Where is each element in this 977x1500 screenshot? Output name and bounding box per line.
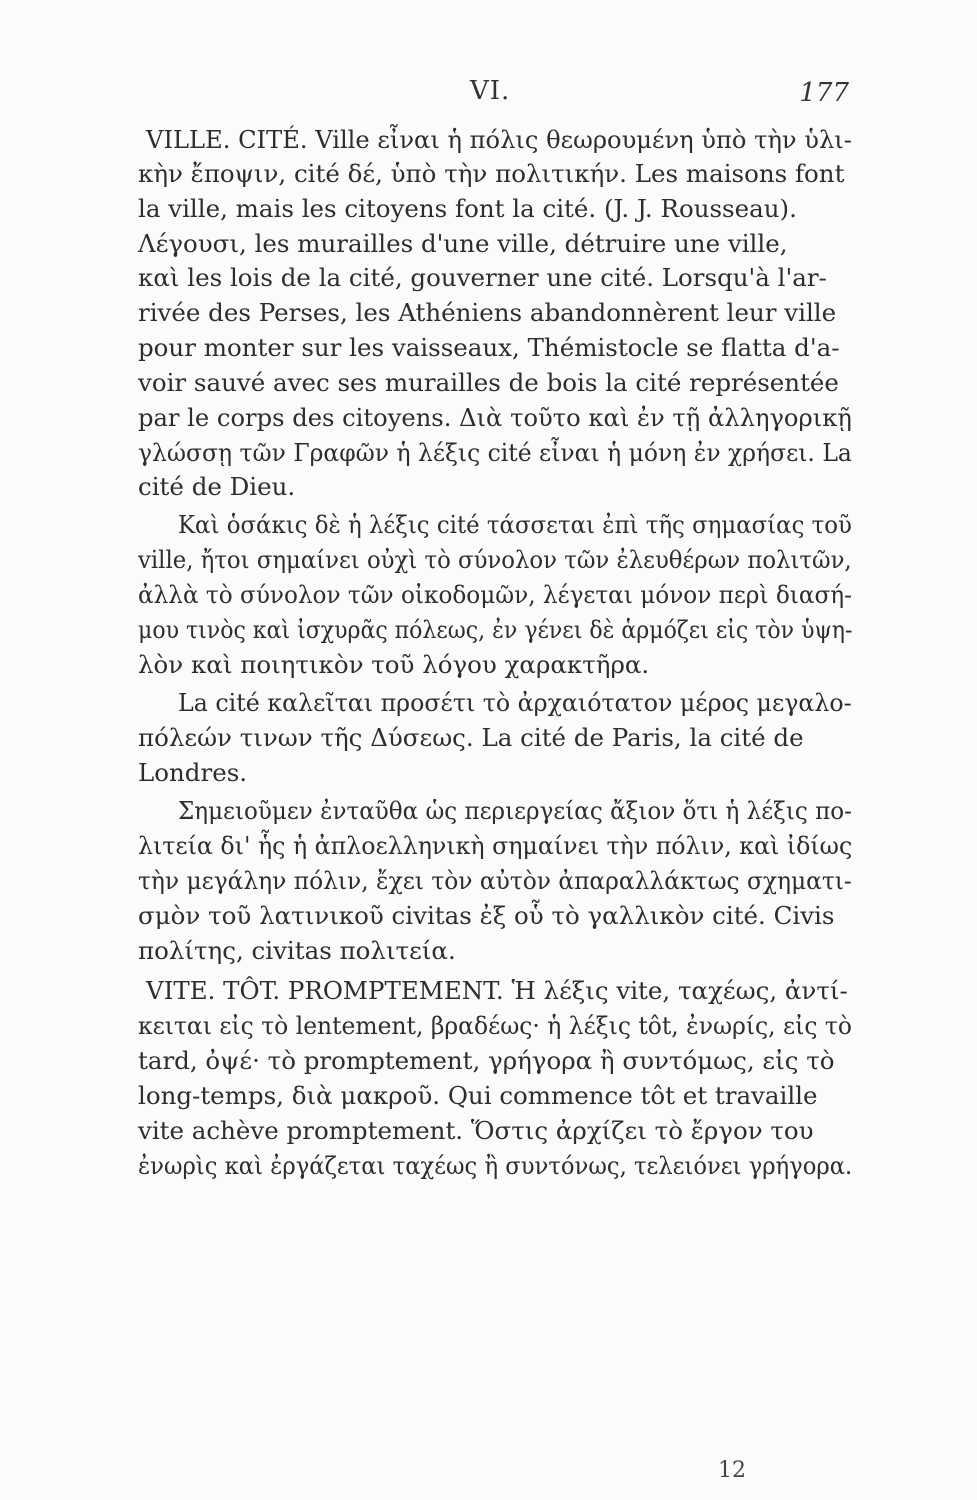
text-line: πολίτης, civitas πολιτεία. — [138, 936, 456, 965]
section-heading: VI. — [470, 76, 511, 106]
text-line: κειται εἰς τὸ lentement, βραδέως· ἡ λέξις tôt, ἐνωρίς, εἰς τὸ — [138, 1011, 852, 1040]
text-line: cité de Dieu. — [138, 472, 296, 501]
page-number: 177 — [799, 78, 849, 108]
text-line: κὴν ἔποψιν, cité δέ, ὑπὸ τὴν πολιτικήν. Les maisons font — [138, 159, 845, 188]
text-line: VILLE. CITÉ. Ville εἶναι ἡ πόλις θεωρουμένη ὑπὸ τὴν ὑλι- — [146, 125, 852, 154]
text-line: pour monter sur les vaisseaux, Thémistocle se flatta d'a- — [138, 333, 840, 362]
text-line: λὸν καὶ ποιητικὸν τοῦ λόγου χαρακτῆρα. — [138, 650, 650, 679]
text-line: μου τινὸς καὶ ἰσχυρᾶς πόλεως, ἐν γένει δὲ ἁρμόζει εἰς τὸν ὑψη- — [138, 615, 853, 644]
text-line: ἐνωρὶς καὶ ἐργάζεται ταχέως ἢ συντόνως, τελειόνει γρήγορα. — [138, 1151, 853, 1180]
text-line: voir sauvé avec ses murailles de bois la cité représentée — [138, 368, 839, 397]
text-line: vite achève promptement. Ὅστις ἀρχίζει τὸ ἔργον του — [138, 1116, 814, 1145]
text-line: Λέγουσι, les murailles d'une ville, détruire une ville, — [138, 229, 788, 258]
text-line: καὶ les lois de la cité, gouverner une cité. Lorsqu'à l'ar- — [138, 263, 827, 292]
text-line: πόλεών τινων τῆς Δύσεως. La cité de Paris, la cité de — [138, 723, 804, 752]
signature-mark: 12 — [718, 1458, 746, 1483]
text-line: La cité καλεῖται προσέτι τὸ ἀρχαιότατον μέρος μεγαλο- — [178, 688, 852, 717]
text-line: rivée des Perses, les Athéniens abandonnèrent leur ville — [138, 298, 837, 327]
text-line: τὴν μεγάλην πόλιν, ἔχει τὸν αὐτὸν ἀπαραλλάκτως σχηματι- — [138, 866, 852, 895]
text-line: σμὸν τοῦ λατινικοῦ civitas ἐξ οὗ τὸ γαλλικὸν cité. Civis — [138, 901, 835, 930]
text-line: la ville, mais les citoyens font la cité. (J. J. Rousseau). — [138, 194, 797, 223]
text-line: tard, ὀψέ· τὸ promptement, γρήγορα ἢ συντόμως, εἰς τὸ — [138, 1046, 835, 1075]
text-line: γλώσσῃ τῶν Γραφῶν ἡ λέξις cité εἶναι ἡ μόνη ἐν χρήσει. La — [138, 438, 852, 467]
text-line: Σημειοῦμεν ἐνταῦθα ὡς περιεργείας ἄξιον ὅτι ἡ λέξις πο- — [178, 796, 852, 825]
text-line: ἀλλὰ τὸ σύνολον τῶν οἰκοδομῶν, λέγεται μόνον περὶ διασή- — [138, 580, 852, 609]
text-line: Καὶ ὁσάκις δὲ ἡ λέξις cité τάσσεται ἐπὶ τῆς σημασίας τοῦ — [178, 510, 852, 539]
text-line: VITE. TÔT. PROMPTEMENT. Ἡ λέξις vite, ταχέως, ἀντί- — [146, 976, 848, 1005]
text-line: ville, ἤτοι σημαίνει οὐχὶ τὸ σύνολον τῶν ἐλευθέρων πολιτῶν, — [138, 545, 852, 574]
text-line: Londres. — [138, 758, 248, 787]
text-line: long-temps, διὰ μακροῦ. Qui commence tôt et travaille — [138, 1081, 818, 1110]
text-line: λιτεία δι' ἧς ἡ ἀπλοελληνικὴ σημαίνει τὴν πόλιν, καὶ ἰδίως — [138, 831, 853, 860]
text-line: par le corps des citoyens. Διὰ τοῦτο καὶ ἐν τῇ ἀλληγορικῇ — [138, 403, 852, 432]
